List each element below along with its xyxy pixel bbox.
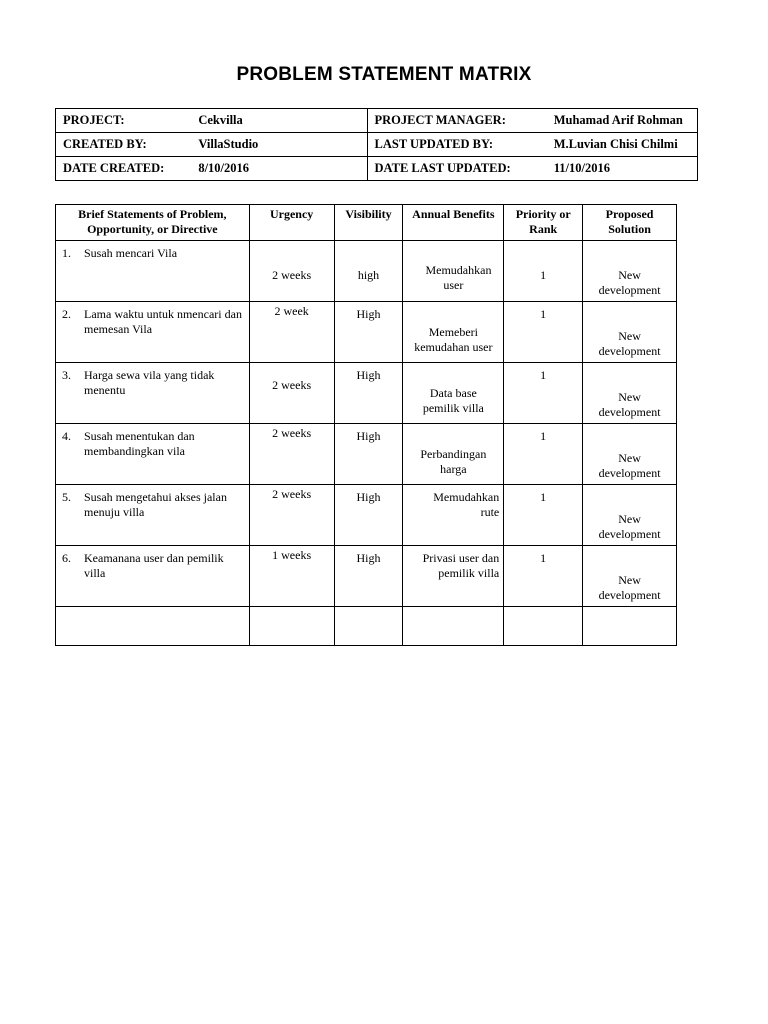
statement-cell [56, 302, 250, 363]
priority-value: 1 [540, 490, 547, 504]
priority-cell [504, 363, 583, 424]
table-row [56, 424, 677, 485]
header-urgency: Urgency [249, 205, 334, 241]
visibility-value: High [356, 368, 381, 382]
urgency-value: 2 weeks [272, 268, 312, 282]
info-row [56, 109, 698, 133]
updated-by-label: LAST UPDATED BY: [367, 133, 547, 157]
empty-cell [403, 607, 504, 646]
solution-cell [583, 546, 677, 607]
info-row [56, 157, 698, 181]
visibility-cell [334, 302, 403, 363]
header-solution: Proposed Solution [583, 205, 677, 241]
statement-text: Susah menentukan dan membandingkan vila [84, 429, 195, 458]
benefits-value: Data base pemilik villa [422, 386, 484, 415]
statement-text: Harga sewa vila yang tidak menentu [84, 368, 215, 397]
solution-value: New development [598, 451, 661, 480]
created-by-label: CREATED BY: [56, 133, 192, 157]
statement-text: Susah mencari Vila [84, 246, 178, 260]
visibility-cell [334, 424, 403, 485]
table-row [56, 363, 677, 424]
date-updated-value: 11/10/2016 [547, 157, 698, 181]
table-row [56, 302, 677, 363]
empty-cell [583, 607, 677, 646]
visibility-cell [334, 546, 403, 607]
statement-cell [56, 241, 250, 302]
urgency-cell [249, 546, 334, 607]
project-label: PROJECT: [56, 109, 192, 133]
table-row [56, 485, 677, 546]
header-row [56, 205, 677, 241]
project-value: Cekvilla [191, 109, 367, 133]
manager-value: Muhamad Arif Rohman [547, 109, 698, 133]
visibility-cell [334, 241, 403, 302]
info-row [56, 133, 698, 157]
date-created-value: 8/10/2016 [191, 157, 367, 181]
benefits-cell [403, 424, 504, 485]
solution-cell [583, 485, 677, 546]
row-number: 4. [62, 429, 71, 443]
empty-cell [504, 607, 583, 646]
page-title: PROBLEM STATEMENT MATRIX [236, 64, 532, 85]
project-info-table [55, 108, 698, 181]
header-visibility: Visibility [334, 205, 403, 241]
solution-cell [583, 363, 677, 424]
benefits-value: Memudahkan user [425, 263, 492, 292]
solution-value: New development [598, 512, 661, 541]
header-priority: Priority or Rank [504, 205, 583, 241]
priority-value: 1 [540, 268, 547, 282]
statement-text: Susah mengetahui akses jalan menuju villa [84, 490, 227, 519]
empty-cell [249, 607, 334, 646]
statement-cell [56, 485, 250, 546]
row-number: 2. [62, 307, 71, 321]
visibility-value: High [356, 429, 381, 443]
priority-cell [504, 546, 583, 607]
solution-value: New development [598, 390, 661, 419]
benefits-value: Memeberi kemudahan user [414, 325, 493, 354]
created-by-value: VillaStudio [191, 133, 367, 157]
empty-cell [56, 607, 250, 646]
benefits-value: Memudahkan rute [433, 490, 500, 519]
visibility-cell [334, 363, 403, 424]
priority-value: 1 [540, 307, 547, 321]
priority-cell [504, 241, 583, 302]
row-number: 1. [62, 246, 71, 260]
solution-value: New development [598, 268, 661, 297]
statement-cell [56, 546, 250, 607]
urgency-cell [249, 241, 334, 302]
benefits-cell [403, 302, 504, 363]
urgency-cell [249, 485, 334, 546]
priority-value: 1 [540, 368, 547, 382]
benefits-cell [403, 241, 504, 302]
visibility-value: High [356, 490, 381, 504]
table-row [56, 546, 677, 607]
priority-cell [504, 424, 583, 485]
statement-text: Keamanana user dan pemilik villa [84, 551, 224, 580]
manager-label: PROJECT MANAGER: [367, 109, 547, 133]
urgency-cell [249, 363, 334, 424]
row-number: 5. [62, 490, 71, 504]
priority-value: 1 [540, 429, 547, 443]
priority-cell [504, 485, 583, 546]
urgency-value: 2 week [274, 304, 309, 318]
empty-cell [334, 607, 403, 646]
statement-cell [56, 363, 250, 424]
solution-cell [583, 302, 677, 363]
header-statement: Brief Statements of Problem, Opportunity, or Directive [56, 205, 250, 241]
priority-value: 1 [540, 551, 547, 565]
visibility-value: High [356, 307, 381, 321]
table-row [56, 241, 677, 302]
table-row-empty [56, 607, 677, 646]
benefits-value: Privasi user dan pemilik villa [422, 551, 500, 580]
urgency-cell [249, 302, 334, 363]
urgency-value: 2 weeks [272, 378, 312, 392]
benefits-cell [403, 363, 504, 424]
benefits-cell [403, 546, 504, 607]
visibility-cell [334, 485, 403, 546]
date-updated-label: DATE LAST UPDATED: [367, 157, 547, 181]
date-created-label: DATE CREATED: [56, 157, 192, 181]
priority-cell [504, 302, 583, 363]
urgency-value: 2 weeks [272, 426, 312, 440]
benefits-cell [403, 485, 504, 546]
solution-value: New development [598, 573, 661, 602]
statement-cell [56, 424, 250, 485]
header-benefits: Annual Benefits [403, 205, 504, 241]
visibility-value: high [357, 268, 380, 282]
solution-cell [583, 241, 677, 302]
solution-cell [583, 424, 677, 485]
urgency-cell [249, 424, 334, 485]
row-number: 3. [62, 368, 71, 382]
urgency-value: 1 weeks [272, 548, 312, 562]
updated-by-value: M.Luvian Chisi Chilmi [547, 133, 698, 157]
problem-matrix-table [55, 204, 677, 646]
visibility-value: High [356, 551, 381, 565]
row-number: 6. [62, 551, 71, 565]
statement-text: Lama waktu untuk nmencari dan memesan Vila [84, 307, 242, 336]
benefits-value: Perbandingan harga [420, 447, 487, 476]
solution-value: New development [598, 329, 661, 358]
urgency-value: 2 weeks [272, 487, 312, 501]
